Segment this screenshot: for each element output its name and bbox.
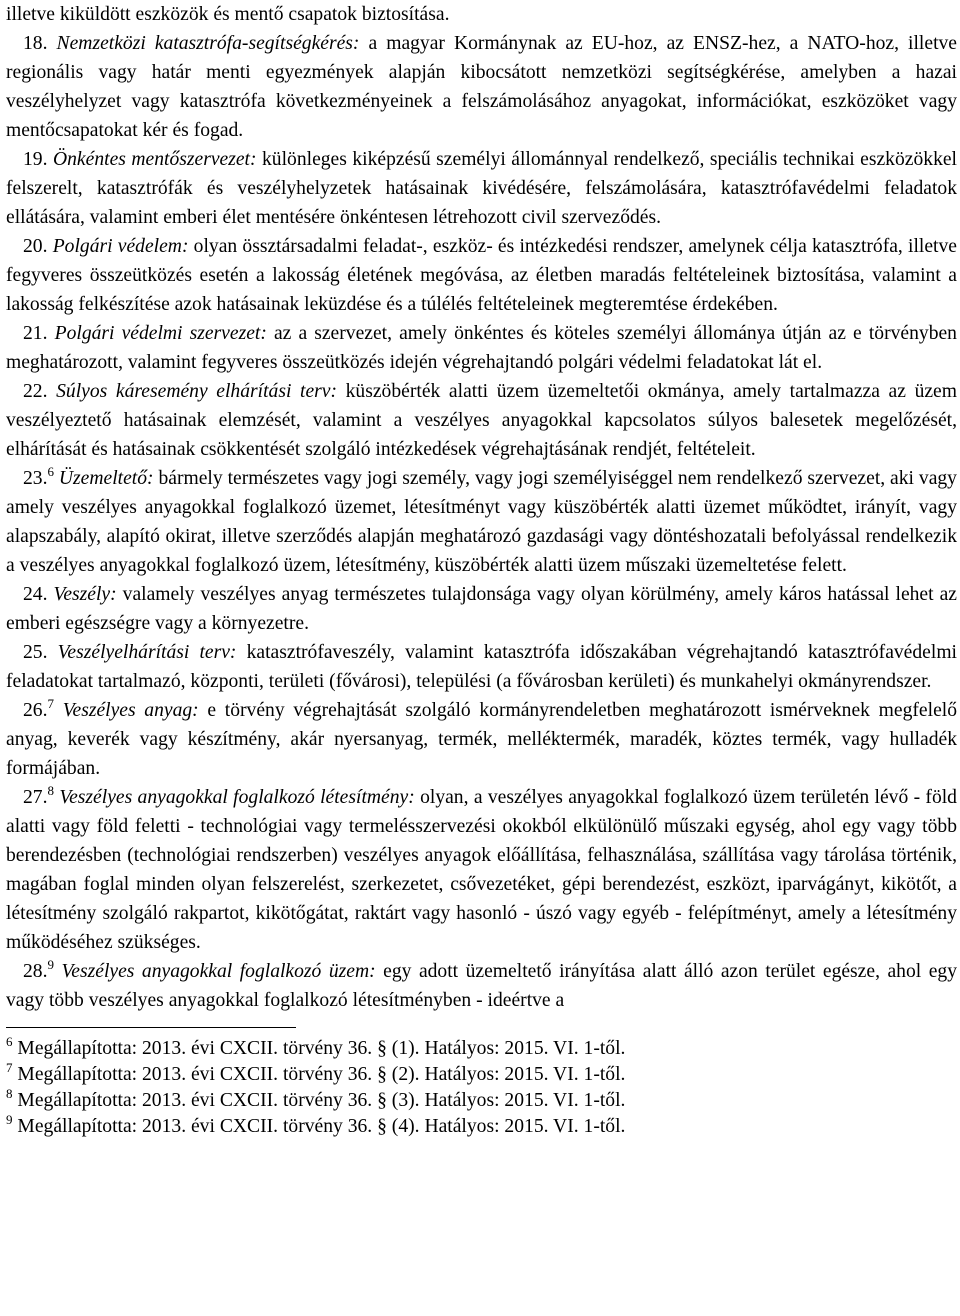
intro-paragraph [6, 0, 957, 29]
definition-item-21 [6, 319, 957, 377]
item-text: a magyar Kormánynak az EU-hoz, az ENSZ-hez, a NATO-hoz, illetve regionális vagy határ menti egyezmények alapján kibocsátott nemzetközi segítségkérése, amelyben a hazai veszélyhelyzet vagy katasztrófa következményeinek a felszámolásához anyagokat, információkat, eszközöket vagy mentőcsapatokat kér és fogad. [6, 33, 958, 141]
footnote-8 [6, 1088, 957, 1114]
intro-text: illetve kiküldött eszközök és mentő csapatok biztosítása. [6, 4, 450, 25]
item-term: Veszély: [53, 584, 117, 605]
footnote-6 [6, 1036, 957, 1062]
item-text: valamely veszélyes anyag természetes tulajdonsága vagy olyan körülmény, amely káros hatással lehet az emberi egészségre vagy a környezetre. [6, 584, 957, 634]
item-number: 23. [23, 468, 48, 489]
footnote-number: 6 [6, 1034, 13, 1049]
item-term: Veszélyes anyag: [62, 700, 199, 721]
item-text: egy adott üzemeltető irányítása alatt álló azon terület egésze, ahol egy vagy több veszélyes anyagokkal foglalkozó létesítményben - ideértve a [6, 961, 957, 1011]
item-term: Polgári védelem: [52, 236, 189, 257]
footnote-9 [6, 1114, 957, 1140]
item-text: bármely természetes vagy jogi személy, vagy jogi személyiséggel nem rendelkező szervezet, aki vagy amely veszélyes anyagokkal foglalkozó üzemet, létesítményt vagy küszöbérték alatti üzemet működtet, irányít, vagy alapszabály, alapító okirat, illetve szerződés alapján meghatározó gazdasági vagy döntéshozatali befolyással rendelkezik a veszélyes anyagokkal foglalkozó üzem, létesítmény, küszöbérték alatti üzem műszaki üzemeltetése felett. [6, 468, 957, 576]
item-term: Veszélyelhárítási terv: [57, 642, 237, 663]
footnote-text: Megállapította: 2013. évi CXCII. törvény 36. § (1). Hatályos: 2015. VI. 1-től. [12, 1038, 626, 1059]
item-number: 18. [23, 33, 48, 54]
footnote-number: 8 [6, 1086, 13, 1101]
definition-item-27 [6, 783, 957, 957]
item-term: Súlyos káresemény elhárítási terv: [56, 381, 338, 402]
definition-item-28 [6, 957, 957, 1015]
footnote-text: Megállapította: 2013. évi CXCII. törvény 36. § (2). Hatályos: 2015. VI. 1-től. [12, 1064, 626, 1085]
footnote-7 [6, 1062, 957, 1088]
footnote-ref[interactable]: 7 [47, 696, 54, 711]
definitions-list [6, 29, 957, 1015]
item-text: olyan össztársadalmi feladat-, eszköz- és intézkedési rendszer, amelynek célja katasztrófa, illetve fegyveres összeütközés esetén a lakosság életének megóvása, az életben maradás feltételeinek biztosítása, valamint a lakosság felkészítése azok hatásainak leküzdése és a túlélés feltételeinek megteremtése érdekében. [6, 236, 957, 315]
item-text: különleges kiképzésű személyi állománnyal rendelkező, speciális technikai eszközökkel felszerelt, katasztrófák és veszélyhelyzetek hatásainak kivédésére, felszámolására, katasztrófavédelmi feladatok ellátására, valamint emberi élet mentésére önkéntesen létrehozott civil szerveződés. [6, 149, 958, 228]
definition-item-26 [6, 696, 957, 783]
definition-item-18 [6, 29, 957, 145]
footnote-text: Megállapította: 2013. évi CXCII. törvény 36. § (3). Hatályos: 2015. VI. 1-től. [12, 1090, 626, 1111]
footnotes [6, 1036, 957, 1140]
item-term: Nemzetközi katasztrófa-segítségkérés: [56, 33, 360, 54]
definition-item-22 [6, 377, 957, 464]
footnote-ref[interactable]: 8 [47, 783, 54, 798]
item-term: Önkéntes mentőszervezet: [52, 149, 257, 170]
item-text: katasztrófaveszély, valamint katasztrófa időszakában végrehajtandó katasztrófavédelmi feladatokat tartalmazó, központi, területi (fővárosi), települési (a fővárosban kerületi) és munkahelyi okmányrendszer. [6, 642, 958, 692]
footnote-separator [6, 1027, 296, 1028]
item-term: Polgári védelmi szervezet: [54, 323, 267, 344]
item-text: e törvény végrehajtását szolgáló kormányrendeletben meghatározott ismérveknek megfelelő anyag, keverék vagy készítmény, akár nyersanyag, termék, melléktermék, maradék, köztes termék, vagy hulladék formájában. [6, 700, 958, 779]
definition-item-20 [6, 232, 957, 319]
item-number: 25. [23, 642, 48, 663]
definition-item-23 [6, 464, 957, 580]
definition-item-24 [6, 580, 957, 638]
document-page [6, 0, 957, 1140]
item-term: Veszélyes anyagokkal foglalkozó üzem: [61, 961, 376, 982]
definition-item-25 [6, 638, 957, 696]
item-number: 22. [23, 381, 48, 402]
item-number: 24. [23, 584, 48, 605]
item-number: 26. [23, 700, 48, 721]
footnote-ref[interactable]: 6 [47, 464, 54, 479]
item-number: 27. [23, 787, 48, 808]
item-number: 19. [23, 149, 48, 170]
item-term: Üzemeltető: [58, 468, 154, 489]
item-number: 20. [23, 236, 48, 257]
item-number: 28. [23, 961, 48, 982]
footnote-number: 9 [6, 1112, 13, 1127]
footnote-text: Megállapította: 2013. évi CXCII. törvény 36. § (4). Hatályos: 2015. VI. 1-től. [12, 1116, 626, 1137]
footnote-number: 7 [6, 1060, 13, 1075]
definition-item-19 [6, 145, 957, 232]
footnote-ref[interactable]: 9 [47, 957, 54, 972]
item-number: 21. [23, 323, 48, 344]
item-term: Veszélyes anyagokkal foglalkozó létesítmény: [59, 787, 415, 808]
item-text: az a szervezet, amely önkéntes és köteles személyi állománya útján az e törvényben meghatározott, valamint fegyveres összeütközés idején végrehajtandó polgári védelmi feladatokat lát el. [6, 323, 957, 373]
item-text: küszöbérték alatti üzem üzemeltetői okmánya, amely tartalmazza az üzem veszélyeztető hatásainak elemzését, valamint a veszélyes anyagokkal kapcsolatos súlyos balesetek megelőzését, elhárítását és hatásainak csökkentését szolgáló intézkedések végrehajtásának rendjét, feltételeit. [6, 381, 957, 460]
item-text: olyan, a veszélyes anyagokkal foglalkozó üzem területén lévő - föld alatti vagy föld feletti - technológiai vagy termelésszervezési okokból elkülönülő műszaki egység, ahol egy vagy több berendezésben (technológiai rendszerben) veszélyes anyagok előállítása, felhasználása, szállítása vagy tárolása történik, magában foglal minden olyan felszerelést, szerkezetet, csővezetéket, gépi berendezést, eszközt, iparvágányt, kikötőt, a létesítmény szolgáló rakpartot, kikötőgátat, raktárt vagy hasonló - úszó vagy egyéb - felépítményt, amely a létesítmény működéséhez szükséges. [6, 787, 957, 953]
